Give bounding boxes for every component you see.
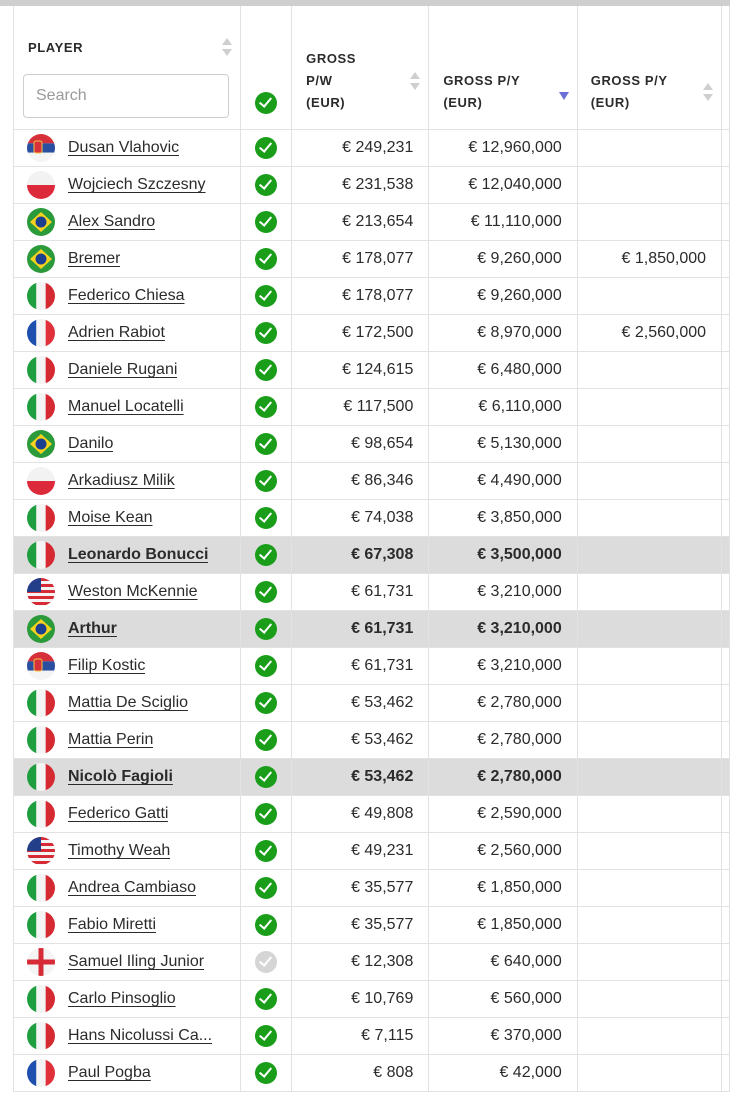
gross-py-cell: € 2,780,000 (429, 759, 577, 796)
gross-py-header-line1: GROSS P/Y (443, 73, 521, 88)
gross-py2-cell (577, 278, 721, 315)
column-header-player[interactable] (14, 6, 241, 130)
check-icon (255, 877, 277, 899)
overflow-cell (722, 1055, 730, 1092)
header-row (14, 6, 730, 130)
gross-pw-cell: € 178,077 (292, 278, 429, 315)
gross-py-cell: € 370,000 (429, 1018, 577, 1055)
table-row[interactable] (14, 241, 730, 278)
table-row[interactable] (14, 352, 730, 389)
gross-py2-cell (577, 759, 721, 796)
player-name-link[interactable]: Timothy Weah (68, 842, 171, 859)
gross-pw-cell: € 86,346 (292, 463, 429, 500)
search-input[interactable] (23, 74, 229, 118)
gross-py-cell: € 12,960,000 (429, 130, 577, 167)
player-name-link[interactable]: Hans Nicolussi Ca... (68, 1027, 213, 1044)
player-cell (14, 352, 241, 389)
gross-py2-cell (577, 907, 721, 944)
italy-flag-icon (27, 763, 55, 791)
gross-py-cell: € 2,780,000 (429, 722, 577, 759)
gross-pw-cell: € 74,038 (292, 500, 429, 537)
gross-py-cell: € 3,210,000 (429, 574, 577, 611)
gross-pw-cell: € 98,654 (292, 426, 429, 463)
status-cell (240, 500, 292, 537)
player-name-link[interactable]: Adrien Rabiot (68, 324, 165, 341)
gross-py-cell: € 11,110,000 (429, 204, 577, 241)
overflow-cell (722, 833, 730, 870)
player-name-link[interactable]: Danilo (68, 435, 114, 452)
status-cell (240, 981, 292, 1018)
check-icon (255, 914, 277, 936)
gross-py-cell: € 9,260,000 (429, 278, 577, 315)
player-cell (14, 907, 241, 944)
gross-py-cell: € 3,210,000 (429, 611, 577, 648)
brazil-flag-icon (27, 245, 55, 273)
gross-pw-cell: € 49,231 (292, 833, 429, 870)
player-cell (14, 611, 241, 648)
gross-py-cell: € 3,850,000 (429, 500, 577, 537)
status-cell (240, 389, 292, 426)
gross-py2-cell (577, 1055, 721, 1092)
table-row[interactable] (14, 685, 730, 722)
table-row[interactable] (14, 389, 730, 426)
gross-pw-cell: € 53,462 (292, 722, 429, 759)
player-name-link[interactable]: Fabio Miretti (68, 916, 157, 933)
player-cell (14, 833, 241, 870)
status-cell (240, 315, 292, 352)
gross-py2-cell: € 2,560,000 (577, 315, 721, 352)
column-header-status (240, 6, 292, 130)
gross-py2-header-line1: GROSS P/Y (590, 73, 668, 88)
gross-py2-cell (577, 833, 721, 870)
overflow-cell (722, 648, 730, 685)
gross-py-cell: € 12,040,000 (429, 167, 577, 204)
italy-flag-icon (27, 985, 55, 1013)
italy-flag-icon (27, 1022, 55, 1050)
player-name-link[interactable]: Bremer (68, 250, 121, 267)
column-header-gross-py[interactable] (429, 6, 577, 130)
table-row[interactable] (14, 1018, 730, 1055)
italy-flag-icon (27, 911, 55, 939)
status-cell (240, 759, 292, 796)
player-name-link[interactable]: Wojciech Szczesny (68, 176, 206, 193)
overflow-cell (722, 463, 730, 500)
check-icon (255, 840, 277, 862)
gross-py2-cell (577, 130, 721, 167)
status-cell (240, 426, 292, 463)
gross-py-cell: € 2,560,000 (429, 833, 577, 870)
status-cell (240, 685, 292, 722)
table-row[interactable] (14, 278, 730, 315)
check-icon (255, 581, 277, 603)
table-row[interactable] (14, 722, 730, 759)
check-icon (255, 396, 277, 418)
player-cell (14, 759, 241, 796)
status-cell (240, 278, 292, 315)
brazil-flag-icon (27, 208, 55, 236)
player-cell (14, 574, 241, 611)
france-flag-icon (27, 319, 55, 347)
gross-py-cell: € 42,000 (429, 1055, 577, 1092)
gross-py2-cell (577, 500, 721, 537)
player-name-link[interactable]: Weston McKennie (68, 583, 198, 600)
player-cell (14, 426, 241, 463)
overflow-cell (722, 241, 730, 278)
player-name-link[interactable]: Daniele Rugani (68, 361, 178, 378)
player-cell (14, 796, 241, 833)
table-row[interactable] (14, 833, 730, 870)
overflow-cell (722, 611, 730, 648)
column-header-gross-pw[interactable] (292, 6, 429, 130)
gross-pw-cell: € 808 (292, 1055, 429, 1092)
check-icon (255, 137, 277, 159)
gross-py2-cell (577, 870, 721, 907)
check-icon (255, 433, 277, 455)
player-name-link[interactable]: Federico Chiesa (68, 287, 185, 304)
table-row[interactable] (14, 648, 730, 685)
player-name-link[interactable]: Moise Kean (68, 509, 153, 526)
status-cell (240, 574, 292, 611)
gross-py-cell: € 640,000 (429, 944, 577, 981)
gross-py2-cell (577, 611, 721, 648)
gross-pw-header-line2: P/W (306, 73, 333, 88)
gross-py-cell: € 2,780,000 (429, 685, 577, 722)
serbia-flag-icon (27, 134, 55, 162)
status-cell (240, 833, 292, 870)
table-row[interactable] (14, 167, 730, 204)
sort-icon[interactable] (703, 83, 713, 103)
overflow-cell (722, 315, 730, 352)
usa-flag-icon (27, 837, 55, 865)
column-header-overflow (722, 6, 730, 130)
table-row[interactable] (14, 315, 730, 352)
check-icon (255, 248, 277, 270)
table-row[interactable] (14, 1055, 730, 1092)
gross-pw-cell: € 172,500 (292, 315, 429, 352)
gross-py2-cell (577, 537, 721, 574)
table-row[interactable] (14, 870, 730, 907)
player-cell (14, 981, 241, 1018)
overflow-cell (722, 944, 730, 981)
gross-pw-cell: € 249,231 (292, 130, 429, 167)
overflow-cell (722, 500, 730, 537)
gross-py2-cell (577, 426, 721, 463)
usa-flag-icon (27, 578, 55, 606)
table-row[interactable] (14, 796, 730, 833)
salary-table (13, 6, 730, 1092)
gross-py-cell: € 1,850,000 (429, 870, 577, 907)
status-cell (240, 1018, 292, 1055)
status-cell (240, 1055, 292, 1092)
status-cell (240, 722, 292, 759)
gross-py2-cell (577, 722, 721, 759)
status-cell (240, 463, 292, 500)
column-header-gross-py-2[interactable] (577, 6, 721, 130)
player-name-link[interactable]: Nicolò Fagioli (68, 768, 173, 785)
status-cell (240, 537, 292, 574)
overflow-cell (722, 389, 730, 426)
player-name-link[interactable]: Dusan Vlahovic (68, 139, 180, 156)
gross-py-cell: € 4,490,000 (429, 463, 577, 500)
italy-flag-icon (27, 504, 55, 532)
gross-py-cell: € 3,210,000 (429, 648, 577, 685)
overflow-cell (722, 352, 730, 389)
table-row[interactable] (14, 426, 730, 463)
table-row[interactable] (14, 537, 730, 574)
gross-pw-cell: € 49,808 (292, 796, 429, 833)
status-cell (240, 204, 292, 241)
table-row[interactable] (14, 944, 730, 981)
table-row[interactable] (14, 574, 730, 611)
gross-py2-cell (577, 574, 721, 611)
player-cell (14, 870, 241, 907)
gross-py-cell: € 8,970,000 (429, 315, 577, 352)
gross-py-cell: € 6,480,000 (429, 352, 577, 389)
player-name-link[interactable]: Alex Sandro (68, 213, 156, 230)
overflow-cell (722, 426, 730, 463)
player-cell (14, 537, 241, 574)
overflow-cell (722, 870, 730, 907)
status-cell (240, 870, 292, 907)
gross-pw-cell: € 53,462 (292, 759, 429, 796)
status-cell (240, 352, 292, 389)
gross-pw-cell: € 7,115 (292, 1018, 429, 1055)
overflow-cell (722, 981, 730, 1018)
player-cell (14, 130, 241, 167)
check-icon (255, 211, 277, 233)
check-icon (255, 507, 277, 529)
status-cell (240, 167, 292, 204)
player-cell (14, 315, 241, 352)
italy-flag-icon (27, 282, 55, 310)
gross-py2-cell (577, 352, 721, 389)
player-cell (14, 648, 241, 685)
italy-flag-icon (27, 541, 55, 569)
table-row[interactable] (14, 981, 730, 1018)
player-name-link[interactable]: Carlo Pinsoglio (68, 990, 176, 1007)
player-name-link[interactable]: Andrea Cambiaso (68, 879, 197, 896)
italy-flag-icon (27, 356, 55, 384)
check-icon (255, 655, 277, 677)
gross-pw-header-line1: GROSS (306, 51, 357, 66)
sort-icon[interactable] (222, 38, 232, 58)
player-name-link[interactable]: Samuel Iling Junior (68, 953, 205, 970)
check-icon (255, 1062, 277, 1084)
poland-flag-icon (27, 467, 55, 495)
player-cell (14, 944, 241, 981)
overflow-cell (722, 796, 730, 833)
gross-py2-cell (577, 204, 721, 241)
gross-py-cell: € 2,590,000 (429, 796, 577, 833)
overflow-cell (722, 204, 730, 241)
italy-flag-icon (27, 689, 55, 717)
player-name-link[interactable]: Federico Gatti (68, 805, 169, 822)
player-cell (14, 241, 241, 278)
gross-py-cell: € 1,850,000 (429, 907, 577, 944)
italy-flag-icon (27, 393, 55, 421)
gross-pw-cell: € 213,654 (292, 204, 429, 241)
sort-icon[interactable] (410, 72, 420, 92)
gross-py-header-line2: (EUR) (443, 95, 483, 110)
gross-pw-cell: € 231,538 (292, 167, 429, 204)
check-icon (255, 285, 277, 307)
player-cell (14, 1055, 241, 1092)
gross-py-cell: € 5,130,000 (429, 426, 577, 463)
check-icon (255, 470, 277, 492)
gross-pw-cell: € 53,462 (292, 685, 429, 722)
brazil-flag-icon (27, 430, 55, 458)
table-row[interactable] (14, 907, 730, 944)
poland-flag-icon (27, 171, 55, 199)
player-name-link[interactable]: Arthur (68, 620, 117, 637)
check-icon (255, 803, 277, 825)
gross-pw-cell: € 35,577 (292, 870, 429, 907)
status-cell (240, 241, 292, 278)
overflow-cell (722, 685, 730, 722)
gross-pw-header-line3: (EUR) (306, 95, 346, 110)
player-cell (14, 278, 241, 315)
italy-flag-icon (27, 874, 55, 902)
status-cell (240, 907, 292, 944)
overflow-cell (722, 722, 730, 759)
player-cell (14, 167, 241, 204)
table-row[interactable] (14, 759, 730, 796)
gross-pw-cell: € 12,308 (292, 944, 429, 981)
sort-descending-icon[interactable] (559, 92, 569, 100)
status-cell (240, 648, 292, 685)
gross-py2-cell (577, 944, 721, 981)
player-cell (14, 1018, 241, 1055)
check-icon (255, 729, 277, 751)
status-cell (240, 796, 292, 833)
brazil-flag-icon (27, 615, 55, 643)
france-flag-icon (27, 1059, 55, 1087)
gross-py2-cell (577, 1018, 721, 1055)
gross-pw-cell: € 61,731 (292, 611, 429, 648)
player-name-link[interactable]: Manuel Locatelli (68, 398, 184, 415)
gross-pw-cell: € 178,077 (292, 241, 429, 278)
italy-flag-icon (27, 800, 55, 828)
player-name-link[interactable]: Arkadiusz Milik (68, 472, 175, 489)
gross-pw-cell: € 124,615 (292, 352, 429, 389)
check-icon (255, 951, 277, 973)
overflow-cell (722, 537, 730, 574)
status-cell (240, 944, 292, 981)
check-icon (255, 692, 277, 714)
player-name-link[interactable]: Paul Pogba (68, 1064, 151, 1081)
gross-py2-cell (577, 648, 721, 685)
check-icon (255, 544, 277, 566)
gross-py2-cell (577, 981, 721, 1018)
status-cell (240, 130, 292, 167)
gross-pw-cell: € 10,769 (292, 981, 429, 1018)
check-icon (255, 766, 277, 788)
player-cell (14, 500, 241, 537)
gross-pw-cell: € 61,731 (292, 648, 429, 685)
gross-pw-cell: € 61,731 (292, 574, 429, 611)
overflow-cell (722, 574, 730, 611)
gross-py2-cell: € 1,850,000 (577, 241, 721, 278)
overflow-cell (722, 278, 730, 315)
check-icon (255, 988, 277, 1010)
player-cell (14, 722, 241, 759)
overflow-cell (722, 130, 730, 167)
check-icon (255, 322, 277, 344)
check-icon (255, 174, 277, 196)
england-flag-icon (27, 948, 55, 976)
player-name-link[interactable]: Mattia Perin (68, 731, 154, 748)
overflow-cell (722, 907, 730, 944)
gross-py2-cell (577, 463, 721, 500)
player-header-label: PLAYER (28, 40, 84, 55)
check-icon (255, 618, 277, 640)
gross-py-cell: € 560,000 (429, 981, 577, 1018)
check-icon (255, 1025, 277, 1047)
select-all-check-icon[interactable] (255, 92, 277, 114)
table-row[interactable] (14, 130, 730, 167)
player-name-link[interactable]: Mattia De Sciglio (68, 694, 189, 711)
overflow-cell (722, 167, 730, 204)
player-cell (14, 463, 241, 500)
gross-py2-cell (577, 167, 721, 204)
gross-pw-cell: € 67,308 (292, 537, 429, 574)
overflow-cell (722, 759, 730, 796)
gross-py-cell: € 6,110,000 (429, 389, 577, 426)
gross-pw-cell: € 117,500 (292, 389, 429, 426)
player-name-link[interactable]: Filip Kostic (68, 657, 146, 674)
table-row[interactable] (14, 500, 730, 537)
overflow-cell (722, 1018, 730, 1055)
gross-py2-cell (577, 389, 721, 426)
serbia-flag-icon (27, 652, 55, 680)
table-row[interactable] (14, 611, 730, 648)
table-row[interactable] (14, 204, 730, 241)
check-icon (255, 359, 277, 381)
gross-py2-header-line2: (EUR) (590, 95, 630, 110)
gross-py2-cell (577, 685, 721, 722)
gross-py-cell: € 3,500,000 (429, 537, 577, 574)
player-cell (14, 204, 241, 241)
gross-py2-cell (577, 796, 721, 833)
player-cell (14, 389, 241, 426)
gross-pw-cell: € 35,577 (292, 907, 429, 944)
player-name-link[interactable]: Leonardo Bonucci (68, 546, 209, 563)
status-cell (240, 611, 292, 648)
italy-flag-icon (27, 726, 55, 754)
table-row[interactable] (14, 463, 730, 500)
gross-py-cell: € 9,260,000 (429, 241, 577, 278)
player-cell (14, 685, 241, 722)
